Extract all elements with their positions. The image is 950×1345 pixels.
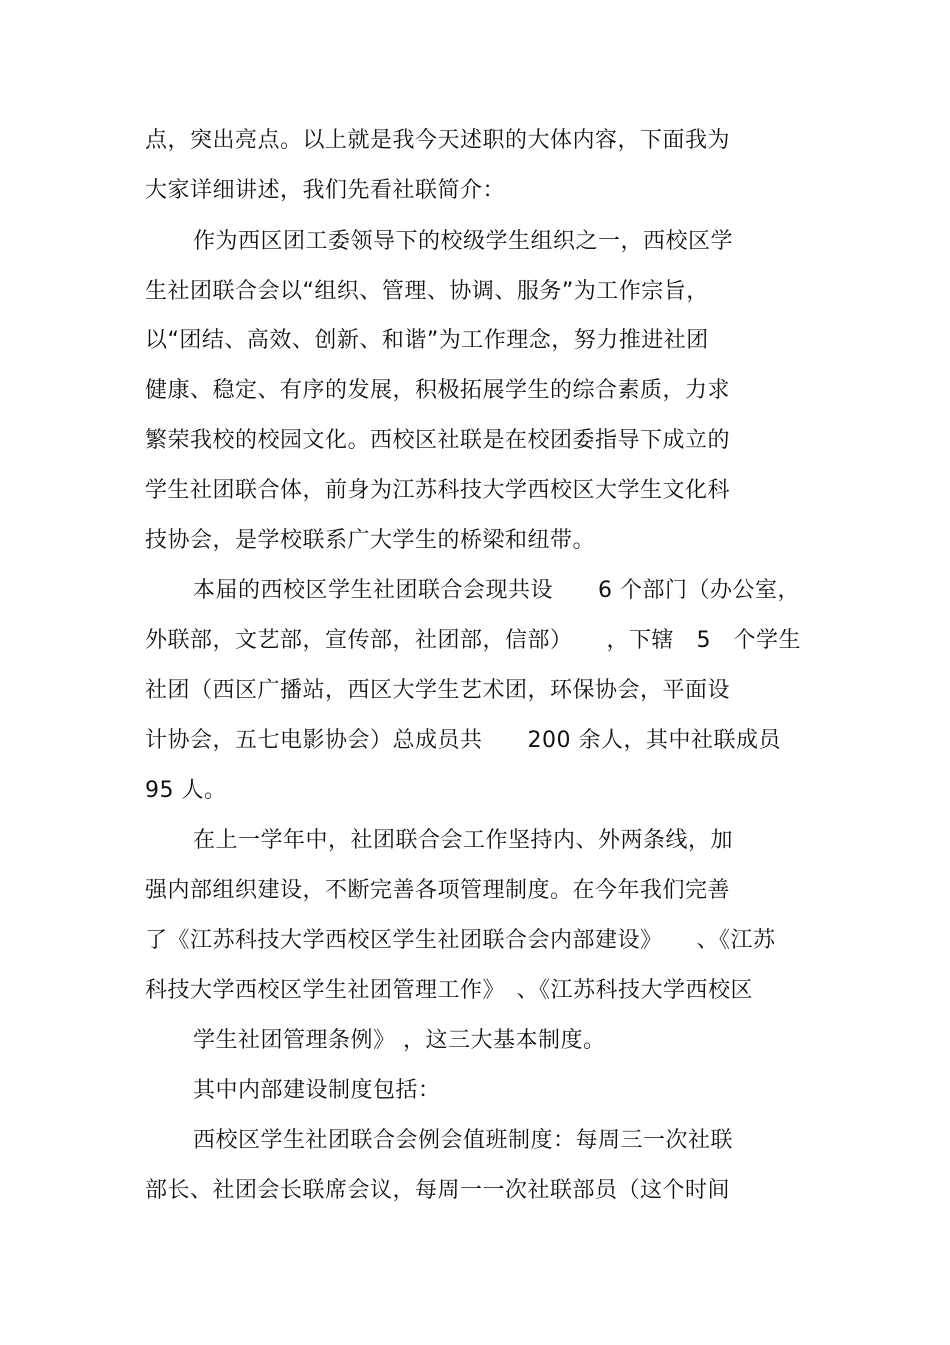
text-line: 大家详细讲述，我们先看社联简介： [145,178,506,203]
text-line: 学生社团管理条例》 ，这三大基本制度。 [193,1028,606,1053]
text-line: 学生社团联合体，前身为江苏科技大学西校区大学生文化科 [145,478,731,503]
text-line: 强内部组织建设，不断完善各项管理制度。在今年我们完善 [145,878,731,903]
text-line: 生社团联合会以“组织、管理、协调、服务”为工作宗旨， [145,279,709,304]
text-line: 本届的西校区学生社团联合会现共设 6 个部门（办公室， [193,578,800,603]
text-line: 作为西区团工委领导下的校级学生组织之一，西校区学 [193,229,734,254]
text-line: 技协会，是学校联系广大学生的桥梁和纽带。 [145,528,596,553]
text-line: 了《江苏科技大学西校区学生社团联合会内部建设》 、《江苏 [145,928,776,953]
text-line: 95 人。 [145,778,227,803]
text-line: 部长、社团会长联席会议，每周一一次社联部员（这个时间 [145,1178,731,1203]
text-line: 科技大学西校区学生社团管理工作》 、《江苏科技大学西校区 [145,978,754,1003]
text-line: 在上一学年中，社团联合会工作坚持内、外两条线，加 [193,828,734,853]
text-line: 点，突出亮点。以上就是我今天述职的大体内容，下面我为 [145,128,731,153]
text-line: 以“团结、高效、创新、和谐”为工作理念，努力推进社团 [145,328,709,353]
text-line: 健康、稳定、有序的发展，积极拓展学生的综合素质，力求 [145,378,731,403]
text-line: 外联部，文艺部，宣传部，社团部，信部） ，下辖 5 个学生 [145,628,801,653]
text-line: 计协会，五七电影协会）总成员共 200 余人，其中社联成员 [145,728,781,753]
text-line: 繁荣我校的校园文化。西校区社联是在校团委指导下成立的 [145,428,731,453]
text-line: 西校区学生社团联合会例会值班制度：每周三一次社联 [193,1128,734,1153]
text-line: 其中内部建设制度包括： [193,1078,441,1103]
text-line: 社团（西区广播站，西区大学生艺术团，环保协会，平面设 [145,678,731,703]
